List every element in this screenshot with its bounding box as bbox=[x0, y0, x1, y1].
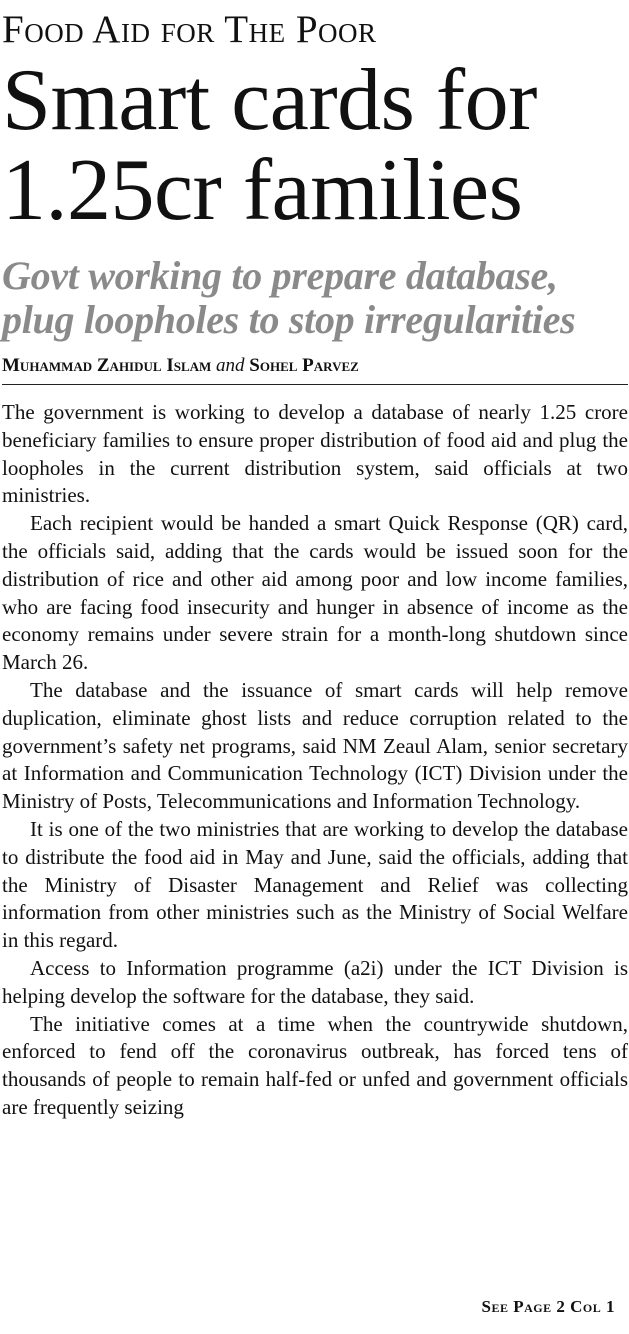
paragraph-6: The initiative comes at a time when the countrywide shutdown, enforced to fend off the coronavirus outbreak, has forced tens of thousands of people to remain half-fed or unfed and government officials are frequently seizing bbox=[2, 1011, 628, 1119]
deck-line-1: Govt working to prepare database, bbox=[2, 253, 558, 298]
jump-line: See Page 2 Col 1 bbox=[481, 1297, 615, 1316]
paragraph-1: The government is working to develop a database of nearly 1.25 crore beneficiary families to ensure proper distribution of food aid and plug the loopholes in the current distribution system, said officials at two ministries. bbox=[2, 400, 628, 508]
byline-author-2: Sohel Parvez bbox=[249, 355, 359, 376]
article-body bbox=[2, 399, 628, 1122]
byline-rule bbox=[2, 384, 628, 385]
paragraph-5: Access to Information programme (a2i) under the ICT Division is helping develop the software for the database, they said. bbox=[2, 955, 628, 1008]
byline-conjunction: and bbox=[216, 355, 245, 376]
paragraph-4: It is one of the two ministries that are working to develop the database to distribute the food aid in May and June, said the officials, adding that the Ministry of Disaster Management and Relief was collecting information from other ministries such as the Ministry of Social Welfare in this regard. bbox=[2, 816, 628, 953]
paragraph-2: Each recipient would be handed a smart Quick Response (QR) card, the officials said, adding that the cards would be issued soon for the distribution of rice and other aid among poor and low income families, who are facing food insecurity and hunger in absence of income as the economy remains under severe strain for a month-long shutdown since March 26. bbox=[2, 511, 628, 675]
headline-line-1: Smart cards for bbox=[2, 52, 537, 149]
deck bbox=[2, 254, 628, 342]
paragraph-3: The database and the issuance of smart cards will help remove duplication, eliminate ghost lists and reduce corruption related to the government’s safety net programs, said NM Zeaul Alam, senior secretary at Information and Communication Technology (ICT) Division under the Ministry of Posts, Telecommunications and Information Technology. bbox=[2, 677, 628, 814]
headline bbox=[2, 52, 628, 239]
byline-author-1: Muhammad Zahidul Islam bbox=[2, 355, 212, 376]
deck-line-2: plug loopholes to stop irregularities bbox=[2, 297, 576, 342]
headline-line-2: 1.25cr families bbox=[2, 142, 523, 239]
byline bbox=[2, 354, 628, 378]
kicker: Food Aid for The Poor bbox=[2, 8, 377, 51]
